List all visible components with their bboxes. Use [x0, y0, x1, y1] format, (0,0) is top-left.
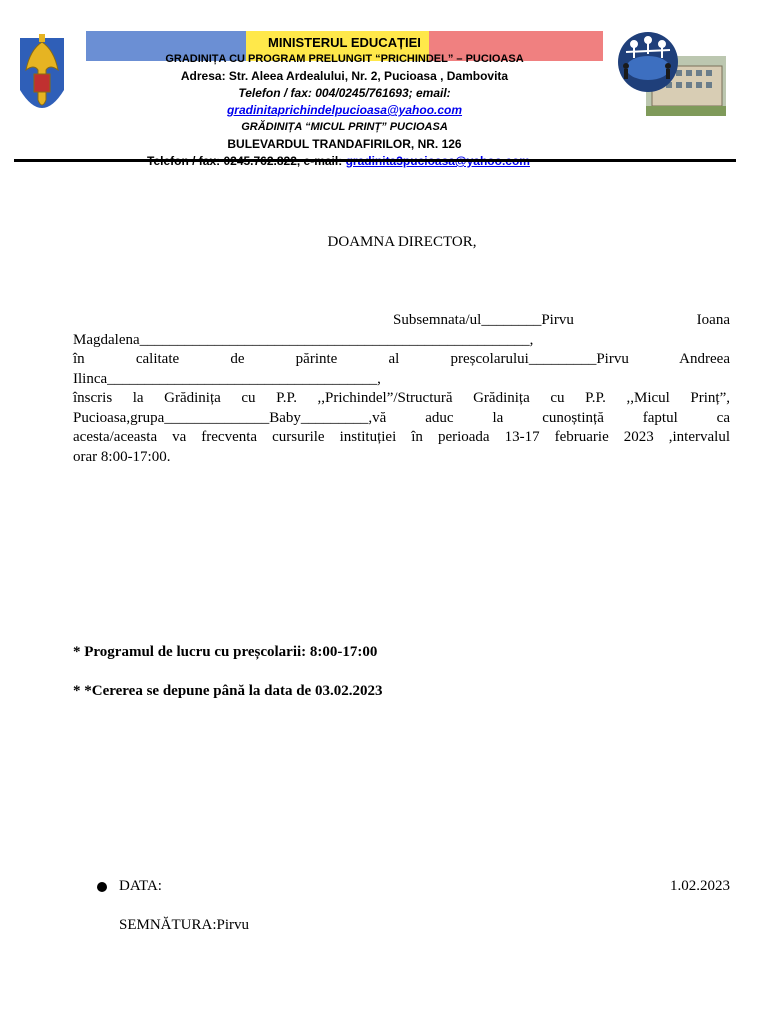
salutation: DOAMNA DIRECTOR,	[327, 234, 477, 250]
structure-name: GRĂDINIȚA “MICUL PRINȚ” PUCIOASA	[241, 121, 448, 133]
body-line-8: orar 8:00-17:00.	[73, 448, 171, 465]
ministry-title: MINISTERUL EDUCAȚIEI	[268, 35, 421, 50]
signature-line: SEMNĂTURA:Pirvu	[119, 917, 250, 933]
body-line-3: în calitate de părinte al preșcolarului_________Pirvu Andreea	[73, 351, 730, 367]
kindergarten-building-logo-icon	[612, 30, 728, 118]
date-value: 1.02.2023	[670, 878, 730, 894]
request-body	[73, 311, 730, 467]
note-program: * Programul de lucru cu preșcolarii: 8:00-17:00	[73, 644, 378, 660]
date-label: DATA:	[119, 878, 162, 894]
email-link[interactable]: gradinitaprichindelpucioasa@yahoo.com	[226, 103, 463, 117]
body-line-1: Subsemnata/ul________Pirvu Ioana	[393, 312, 730, 328]
kindergarten-name: GRADINIȚA CU PROGRAM PRELUNGIT “PRICHINDEL” – PUCIOASA	[165, 53, 524, 65]
header-divider	[14, 159, 736, 162]
romanian-coat-of-arms-icon	[16, 30, 68, 126]
body-line-5: înscris la Grădinița cu P.P. ,,Prichindel”/Structură Grădinița cu P.P. ,,Micul Prinț”,	[73, 390, 730, 406]
body-line-7: acesta/aceasta va frecventa cursurile instituției în perioada 13-17 februarie 2023 ,intervalul	[73, 429, 730, 445]
phone-line: Telefon / fax: 004/0245/761693; email:	[238, 86, 451, 100]
body-line-4: Ilinca____________________________________,	[73, 370, 381, 387]
body-line-2: Magdalena____________________________________________________,	[73, 331, 534, 348]
body-line-6: Pucioasa,grupa______________Baby_________,vă aduc la cunoștință faptul ca	[73, 409, 730, 426]
letterhead	[86, 34, 603, 170]
note-deadline: * *Cererea se depune până la data de 03.02.2023	[73, 683, 383, 699]
bullet-icon	[97, 882, 107, 892]
address-line: Adresa: Str. Aleea Ardealului, Nr. 2, Pucioasa , Dambovita	[180, 69, 509, 83]
structure-address: BULEVARDUL TRANDAFIRILOR, NR. 126	[227, 137, 462, 151]
